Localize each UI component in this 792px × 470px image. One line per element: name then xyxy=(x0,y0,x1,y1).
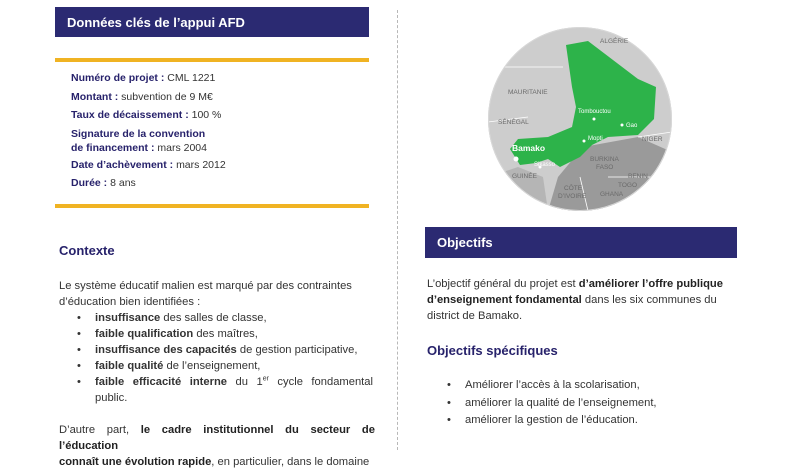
list-item: • faible efficacité interne du 1er cycle fondamental xyxy=(77,375,373,388)
list-item: • améliorer la gestion de l’éducation. xyxy=(447,414,638,426)
objectifs-banner xyxy=(425,227,737,258)
contexte-bullets xyxy=(77,310,373,406)
map-label-algeria: ALGÉRIE xyxy=(600,38,629,45)
list-item: • améliorer la qualité de l’enseignement, xyxy=(447,396,657,409)
key-data-title: Données clés de l’appui AFD xyxy=(67,14,245,30)
key-row-project: Numéro de projet : CML 1221 xyxy=(71,72,216,84)
list-item: • Améliorer l’accès à la scolarisation, xyxy=(447,379,640,391)
map-label-senegal: SÉNÉGAL xyxy=(498,119,529,126)
contexte-outro: D’autre part, le cadre institutionnel du secteur de l’éducation connaît une évolution rapide, en particulier, dans le domaine xyxy=(59,424,375,468)
gold-rule-top xyxy=(55,58,369,62)
map-city-tombouctou: Tombouctou xyxy=(578,109,611,115)
list-item: • insuffisance des salles de classe, xyxy=(77,312,267,324)
key-row-disbursement: Taux de décaissement : 100 % xyxy=(71,109,222,121)
key-data-banner xyxy=(55,7,369,37)
key-row-signature: Signature de la convention de financement : mars 2004 xyxy=(71,127,207,154)
list-item: • faible qualité de l’enseignement, xyxy=(77,360,261,372)
map-label-togo: TOGO xyxy=(618,182,638,189)
map-label-burkina: BURKINA xyxy=(590,156,619,163)
map-label-divoire: D’IVOIRE xyxy=(558,193,587,200)
objectifs-title: Objectifs xyxy=(437,235,493,250)
map-city-bamako: Bamako xyxy=(512,143,546,153)
objectifs-specifiques-heading: Objectifs spécifiques xyxy=(427,343,558,358)
objectifs-paragraph: L’objectif général du projet est d’améliorer l’offre publique d’enseignement fondamental dans les six communes du district de Bamako. xyxy=(427,278,723,322)
gold-rule-bottom xyxy=(55,204,369,208)
map-city-mopti: Mopti xyxy=(588,136,603,142)
key-row-completion: Date d’achèvement : mars 2012 xyxy=(71,158,226,171)
list-item: • insuffisance des capacités de gestion participative, xyxy=(77,344,358,356)
map-label-cote: CÔTE xyxy=(564,185,583,192)
contexte-heading: Contexte xyxy=(59,243,115,258)
contexte-intro: Le système éducatif malien est marqué par des contraintes d’éducation bien identifiées : xyxy=(59,280,352,308)
map-city-sikasso: Sikasso xyxy=(534,162,556,168)
map-label-mauritania: MAURITANIE xyxy=(508,89,548,96)
map-label-faso: FASO xyxy=(596,164,614,171)
key-row-amount: Montant : subvention de 9 M€ xyxy=(71,90,213,103)
map-label-niger: NIGER xyxy=(642,136,663,143)
mali-map xyxy=(488,27,672,211)
key-data-list xyxy=(71,71,361,195)
map-label-ghana: GHANA xyxy=(600,191,624,198)
map-label-guinea: GUINÉE xyxy=(512,173,537,180)
objectifs-specifiques-list xyxy=(447,377,737,430)
list-item: • faible qualification des maîtres, xyxy=(77,328,258,340)
map-city-gao: Gao xyxy=(626,123,638,129)
list-item-continuation: public. xyxy=(95,392,128,404)
column-divider xyxy=(397,10,398,450)
key-row-duration: Durée : 8 ans xyxy=(71,177,136,189)
map-label-benin: BENIN xyxy=(628,173,648,180)
